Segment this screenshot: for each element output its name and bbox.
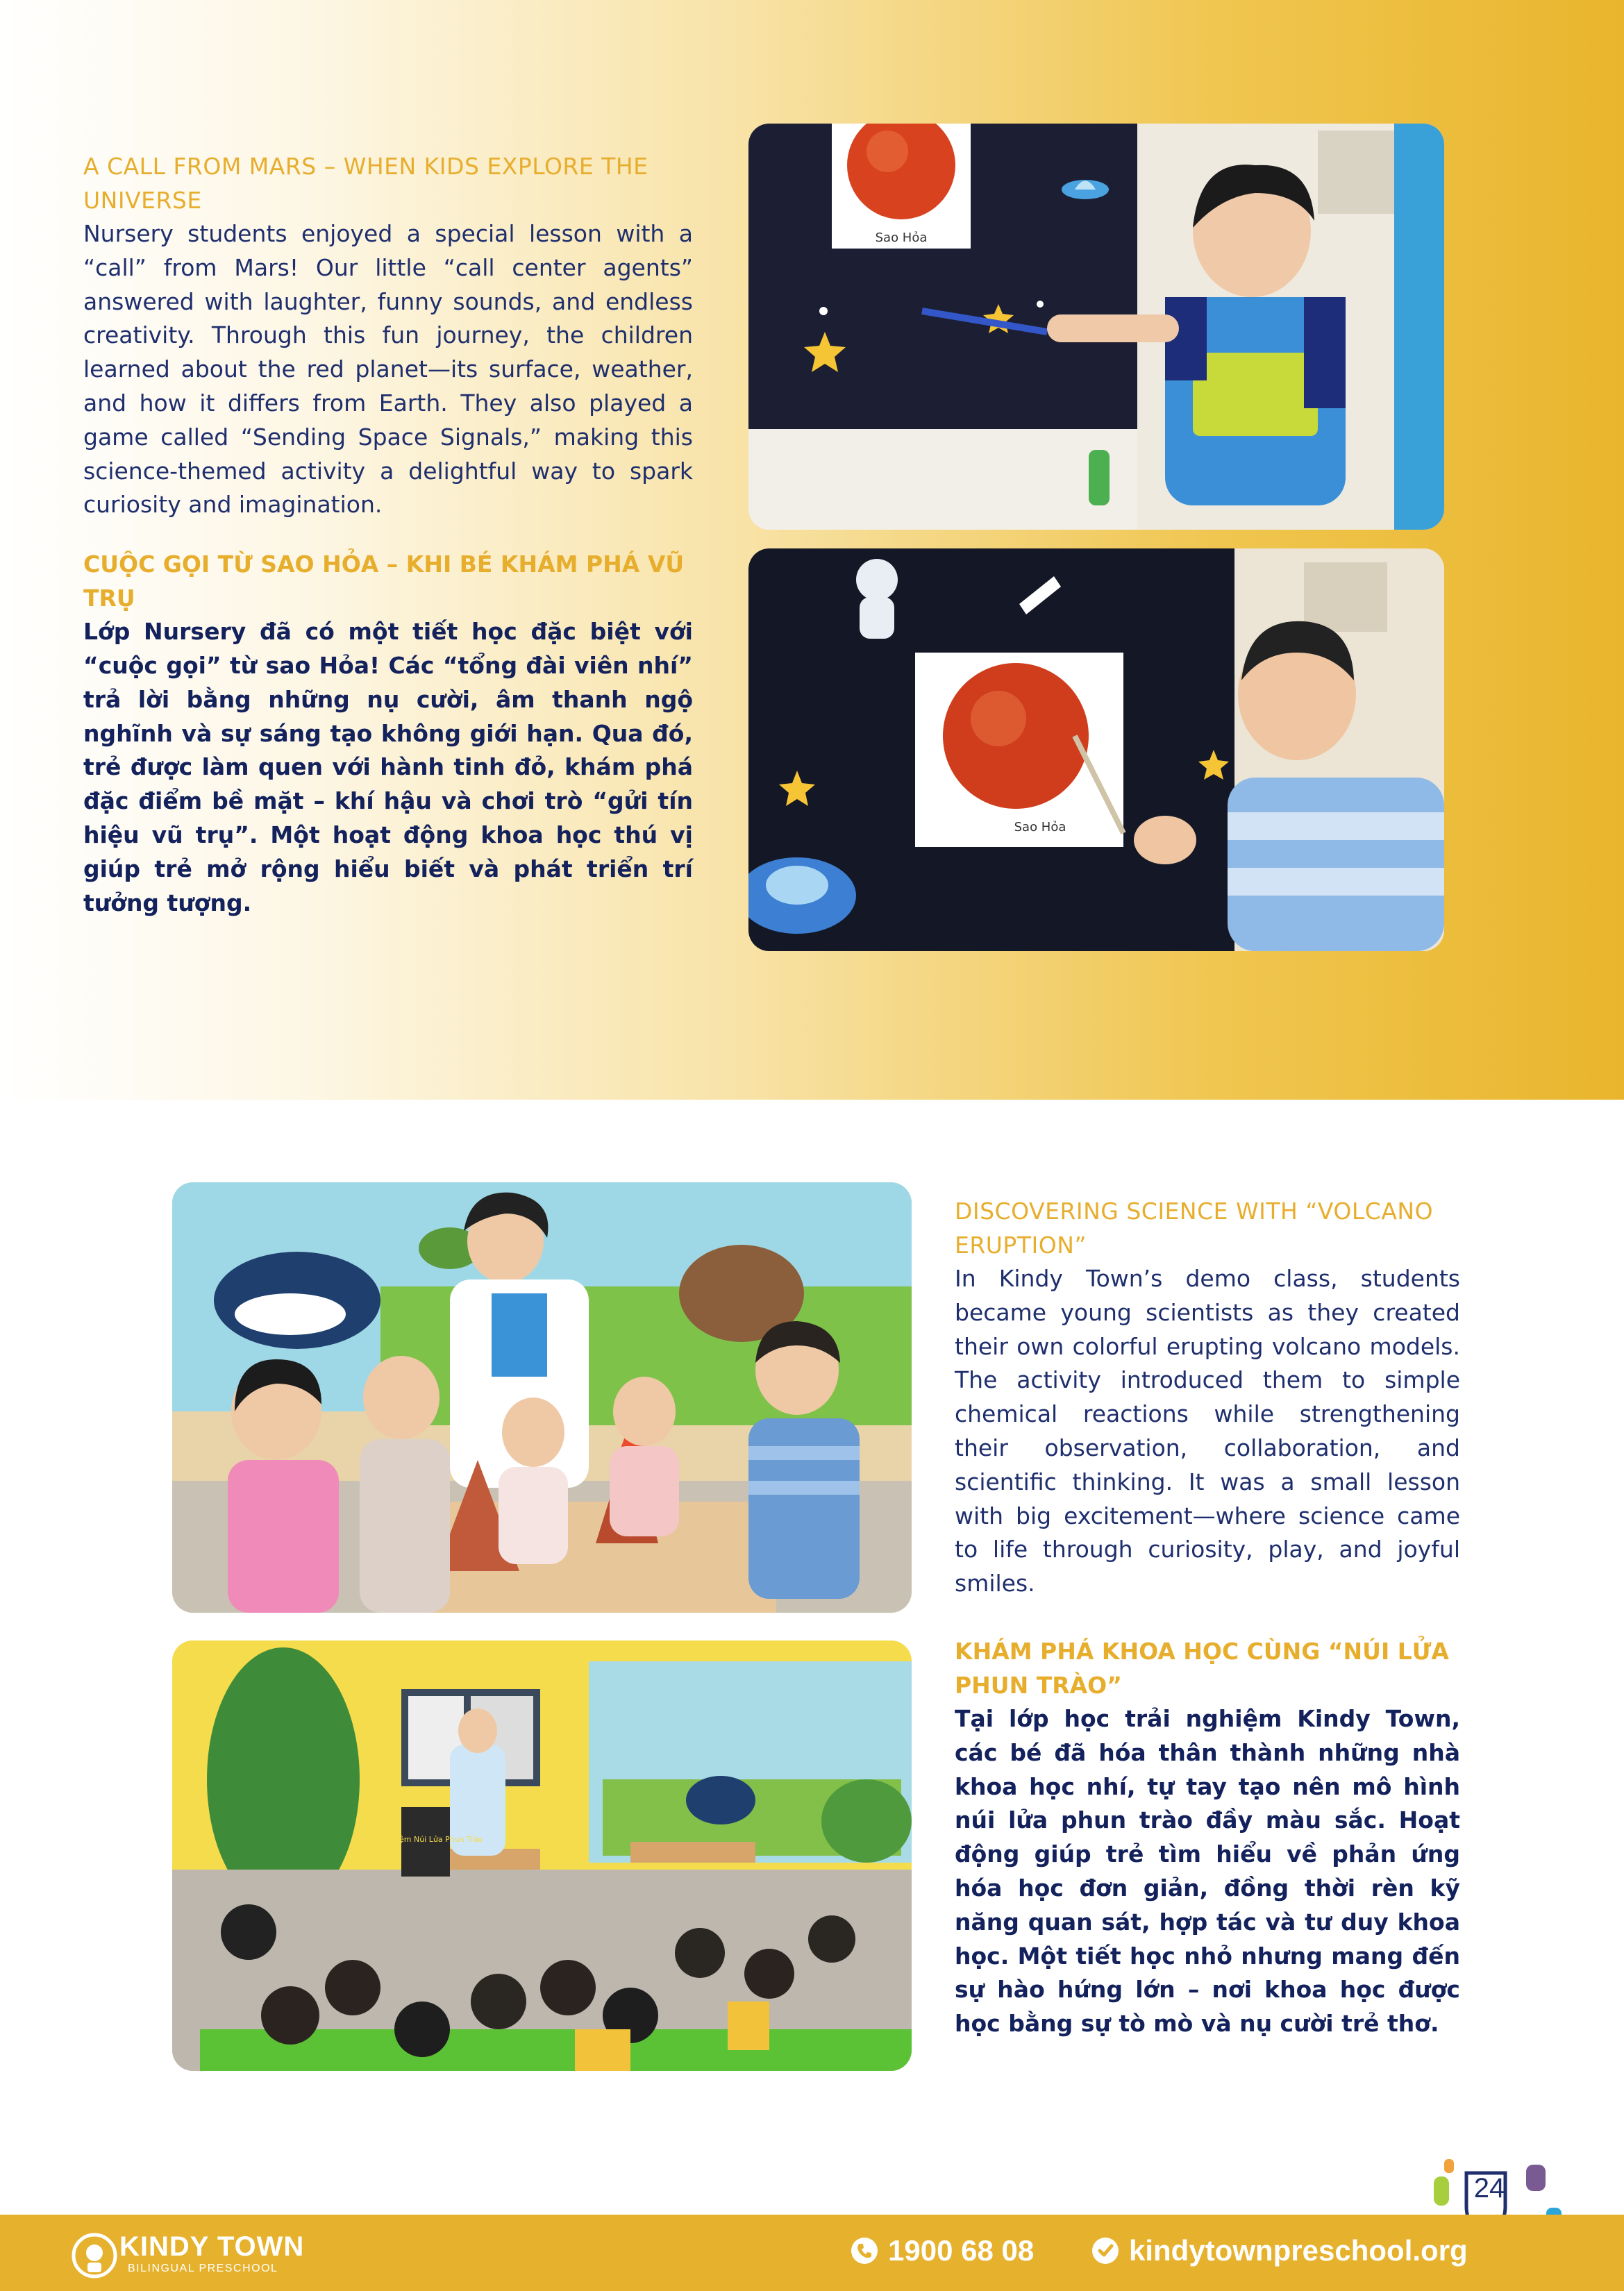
mars-lesson-photo-1 xyxy=(748,124,1444,530)
volcano-body-en: In Kindy Town’s demo class, students became young scientists as they created their own colorful erupting volcano models. The activity introduced them to simple chemical reactions while strengthening their observation, collaboration, and scientific thinking. It was a small lesson with big excitement—where science came to life through curiosity, play, and joyful smiles. xyxy=(955,1265,1460,1597)
volcano-sign: Thí nghiệm Núi Lửa Phun Trào xyxy=(368,1835,483,1844)
volcano-body-vi: Tại lớp học trải nghiệm Kindy Town, các bé đã hóa thân thành những nhà khoa học nhí, tự tay tạo nên mô hình núi lửa phun trào đầy màu sắc. Hoạt động giúp trẻ tìm hiểu về phản ứng hóa học đơn giản, đồng thời rèn kỹ năng quan sát, hợp tác và tư duy khoa học. Một tiết học nhỏ nhưng mang đến sự hào hứng lớn – nơi khoa học được học bằng sự tò mò và nụ cười trẻ thơ. xyxy=(955,1704,1460,2038)
brand-subtitle: BILINGUAL PRESCHOOL xyxy=(128,2263,278,2274)
mars-body-en: Nursery students enjoyed a special lesson with a “call” from Mars! Our little “call center agents” answered with laughter, funny sounds, and endless creativity. Through this fun journey, the children learned about the red planet—its surface, weather, and how it differs from Earth. They also played a game called “Sending Space Signals,” making this science-themed activity a delightful way to spark curiosity and imagination. xyxy=(83,220,693,519)
phone-icon xyxy=(851,2237,878,2265)
page-number: 24 xyxy=(1473,2173,1505,2204)
mars-heading-vi: CUỘC GỌI TỪ SAO HỎA – KHI BÉ KHÁM PHÁ VŨ TRỤ xyxy=(83,551,685,612)
footer-phone[interactable] xyxy=(851,2234,1034,2267)
mars-label-2: Sao Hỏa xyxy=(1014,820,1066,834)
mars-body-vi: Lớp Nursery đã có một tiết học đặc biệt với “cuộc gọi” từ sao Hỏa! Các “tổng đài viên nhí” trả lời bằng những nụ cười, âm thanh ngộ nghĩnh và sự sáng tạo không giới hạn. Qua đó, trẻ được làm quen với hành tinh đỏ, khám phá đặc điểm bề mặt – khí hậu và chơi trò “gửi tín hiệu vũ trụ”. Một hoạt động khoa học thú vị giúp trẻ mở rộng hiểu biết và phát triển trí tưởng tượng. xyxy=(83,618,693,916)
mars-heading-en: A CALL FROM MARS – WHEN KIDS EXPLORE THE UNIVERSE xyxy=(83,153,648,214)
volcano-article xyxy=(955,1194,1460,2041)
volcano-heading-vi: KHÁM PHÁ KHOA HỌC CÙNG “NÚI LỬA PHUN TRÀO” xyxy=(955,1637,1449,1699)
website-icon xyxy=(1091,2237,1119,2265)
mars-label-1: Sao Hỏa xyxy=(875,230,928,245)
mars-article xyxy=(83,149,693,920)
volcano-photo-1 xyxy=(172,1182,912,1613)
website-url: kindytownpreschool.org xyxy=(1129,2234,1468,2267)
volcano-heading-en: DISCOVERING SCIENCE WITH “VOLCANO ERUPTION” xyxy=(955,1198,1434,1259)
brand-name: KINDY TOWN xyxy=(119,2231,305,2262)
volcano-photo-2 xyxy=(172,1640,912,2071)
phone-number: 1900 68 08 xyxy=(888,2234,1035,2267)
footer-website[interactable] xyxy=(1091,2234,1468,2267)
mars-lesson-photo-2 xyxy=(748,548,1444,951)
